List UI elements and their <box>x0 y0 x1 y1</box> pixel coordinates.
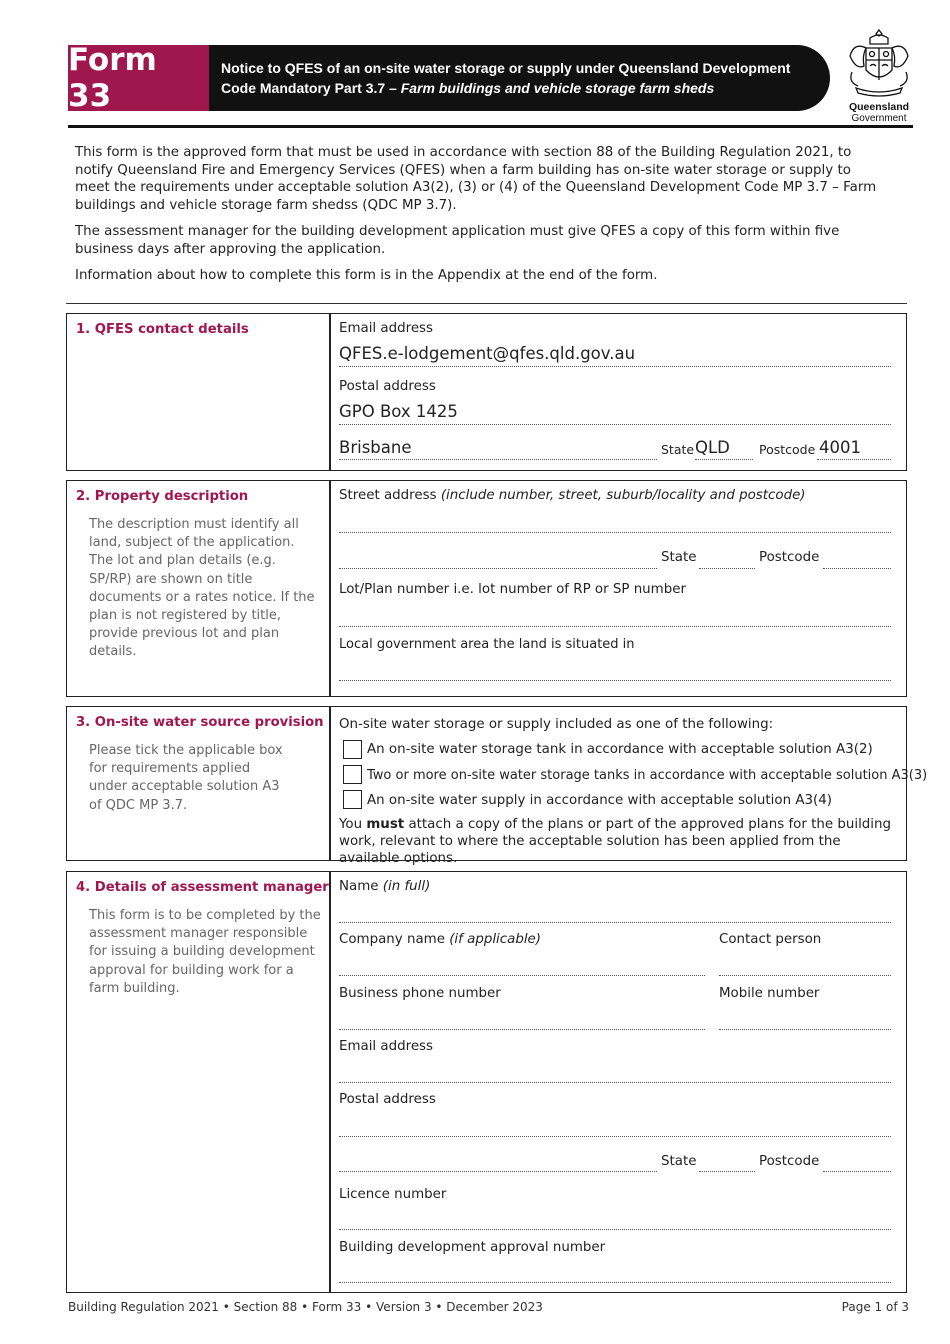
company-field[interactable] <box>339 975 705 976</box>
licence-field[interactable] <box>339 1229 891 1230</box>
street-address-field-2[interactable] <box>339 568 657 569</box>
approval-number-label: Building development approval number <box>339 1240 606 1255</box>
state-label: State <box>661 442 695 457</box>
qfes-email-value: QFES.e-lodgement@qfes.qld.gov.au <box>339 344 636 363</box>
intro-paragraph-1: This form is the approved form that must be used in accordance with section 88 of the Building Regulation 2021, to notify Queensland Fire and Emergency Services (QFES) when a farm building has on-site water storage or supply to meet the requirements under acceptable solution A3(2), (3) or (4) of the Queensland Development Code MP 3.7 – Farm buildings and vehicle storage farm shedss (QDC MP 3.7). <box>75 145 877 213</box>
street-address-field[interactable] <box>339 532 891 533</box>
business-phone-label: Business phone number <box>339 986 501 1001</box>
name-field[interactable] <box>339 922 891 923</box>
company-label: Company name (if applicable) <box>339 932 542 947</box>
postal-value: GPO Box 1425 <box>339 402 458 421</box>
lot-plan-field[interactable] <box>339 626 891 627</box>
option-a3-3-label: Two or more on-site water storage tanks in accordance with acceptable solution A3(3) <box>367 768 928 783</box>
section-title: 3. On-site water source provision <box>76 715 324 730</box>
option-a3-4-label: An on-site water supply in accordance with acceptable solution A3(4) <box>367 793 832 808</box>
section-title: 4. Details of assessment manager <box>76 880 329 895</box>
state-label: State <box>661 550 697 565</box>
mobile-label: Mobile number <box>719 986 820 1001</box>
city-value: Brisbane <box>339 438 412 457</box>
postal-field-2[interactable] <box>339 1171 657 1172</box>
postcode-value: 4001 <box>819 438 861 457</box>
postal-label: Postal address <box>339 1092 436 1107</box>
mobile-field[interactable] <box>719 1029 891 1030</box>
state-line <box>695 459 753 460</box>
email-label: Email address <box>339 321 434 336</box>
section-property-description <box>66 480 907 697</box>
email-label: Email address <box>339 1039 434 1054</box>
approval-number-field[interactable] <box>339 1282 891 1283</box>
state-field[interactable] <box>699 1171 755 1172</box>
water-source-intro: On-site water storage or supply included as one of the following: <box>339 717 774 732</box>
logo-text-queensland: Queensland <box>848 101 910 113</box>
state-value: QLD <box>695 438 730 457</box>
section-qfes-contact <box>66 313 907 471</box>
lga-field[interactable] <box>339 680 891 681</box>
postcode-field[interactable] <box>823 568 891 569</box>
postcode-label: Postcode <box>759 442 816 457</box>
section-note: This form is to be completed by the assessment manager responsible for issuing a building development approval for building work for a farm building. <box>89 908 321 996</box>
attach-plans-note: You must attach a copy of the plans or part of the approved plans for the building work, relevant to where the acceptable solution has been applied from the available options. <box>339 817 891 866</box>
postcode-field[interactable] <box>823 1171 891 1172</box>
lga-label: Local government area the land is situated in <box>339 637 635 652</box>
option-a3-2-checkbox[interactable] <box>343 740 362 759</box>
state-field[interactable] <box>699 568 755 569</box>
form-number-badge: Form 33 <box>68 45 209 111</box>
section-title: 1. QFES contact details <box>76 322 249 337</box>
postal-line <box>339 424 891 425</box>
section-note: Please tick the applicable box for requirements applied under acceptable solution A3 of QDC MP 3.7. <box>89 743 283 813</box>
intro-divider <box>66 303 907 304</box>
postcode-label: Postcode <box>759 1154 820 1169</box>
street-address-label: Street address (include number, street, suburb/locality and postcode) <box>339 488 806 503</box>
state-label: State <box>661 1154 697 1169</box>
section-title: 2. Property description <box>76 489 249 504</box>
name-label: Name (in full) <box>339 879 431 894</box>
page-number: Page 1 of 3 <box>841 1300 909 1314</box>
email-line <box>339 366 891 367</box>
postal-field[interactable] <box>339 1136 891 1137</box>
postcode-label: Postcode <box>759 550 820 565</box>
queensland-government-logo <box>842 26 916 122</box>
intro-paragraph-2: The assessment manager for the building development application must give QFES a copy of this form within five business days after approving the application. <box>75 224 840 257</box>
section-assessment-manager <box>66 871 907 1293</box>
option-a3-4-checkbox[interactable] <box>343 790 362 809</box>
header-divider <box>68 125 913 128</box>
business-phone-field[interactable] <box>339 1029 705 1030</box>
licence-label: Licence number <box>339 1187 447 1202</box>
form-title: Notice to QFES of an on-site water storage or supply under Queensland Development Code Mandatory Part 3.7 – Farm buildings and vehicle storage farm sheds <box>221 60 791 96</box>
lot-plan-label: Lot/Plan number i.e. lot number of RP or SP number <box>339 582 686 597</box>
intro-paragraph-3: Information about how to complete this form is in the Appendix at the end of the form. <box>75 268 658 283</box>
city-line <box>339 459 657 460</box>
section-water-source <box>66 706 928 866</box>
coat-of-arms-icon <box>842 26 916 98</box>
footer-reference: Building Regulation 2021 • Section 88 • Form 33 • Version 3 • December 2023 <box>68 1300 543 1314</box>
option-a3-3-checkbox[interactable] <box>343 765 362 784</box>
logo-text-government: Government <box>851 113 907 124</box>
postal-label: Postal address <box>339 379 436 394</box>
postcode-line <box>817 459 891 460</box>
option-a3-2-label: An on-site water storage tank in accordance with acceptable solution A3(2) <box>367 742 873 757</box>
contact-person-field[interactable] <box>719 975 891 976</box>
section-note: The description must identify all land, subject of the application. The lot and plan details (e.g. SP/RP) are shown on title documents or a rates notice. If the plan is not registered by title, provide previous lot and plan details. <box>89 517 315 660</box>
email-field[interactable] <box>339 1082 891 1083</box>
contact-person-label: Contact person <box>719 932 822 947</box>
